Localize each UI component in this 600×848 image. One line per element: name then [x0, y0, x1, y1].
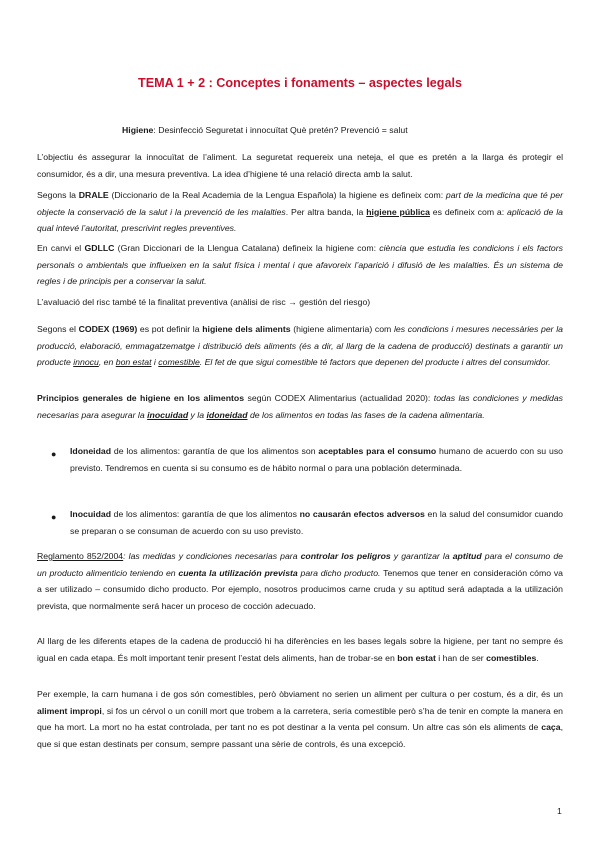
- paragraph-gdllc: [37, 240, 563, 290]
- bullet-idoneidad: [70, 443, 563, 476]
- paragraph-avaluacio: L’avaluació del risc també té la finalitat preventiva (anàlisi de risc → gestión del riesgo): [37, 297, 371, 307]
- principios-heading: Principios generales de higiene en los alimentos: [37, 393, 245, 403]
- codex-term: CODEX (1969): [78, 324, 138, 334]
- text-span: , en: [98, 357, 116, 367]
- text-span: Segons la: [37, 190, 79, 200]
- bullet-inocuidad: [70, 506, 563, 539]
- text-span: .: [536, 652, 539, 663]
- paragraph-exemple: [37, 686, 563, 752]
- text-span-bold: comestibles: [486, 652, 537, 663]
- text-span-bold: controlar los peligros: [300, 551, 391, 561]
- higiene-publica-term: higiene pública: [366, 206, 430, 217]
- subtitle: [122, 125, 408, 135]
- bullet-dot: ●: [51, 512, 57, 522]
- paragraph-codex: [37, 321, 563, 371]
- paragraph-reglamento: [37, 548, 563, 614]
- text-span: i: [151, 357, 159, 367]
- subtitle-text: : Desinfecció Seguretat i innocuïtat Què pretén? Prevenció = salut: [153, 125, 408, 135]
- text-span: , si fos un cérvol o un conill mort que trobem a la carretera, seria comestible però s’ha de tenir en compte la manera en que ha mort. La mort no ha estat controlada, per tant no es pot destinar a la venta pel consum. Un altre cas són els aliments de: [37, 705, 563, 732]
- text-span: Tenemos que tener en consideración cómo va a ser utilizado – consumido dicho producto. Por ejemplo, nosotros producimos carne cruda y su aptitud será adaptada a la utilización prevista, que normalmente será hacer un proceso de cocción adecuado.: [37, 567, 563, 611]
- text-span: , que si que estan destinats per consum, sempre passant una sèrie de controls, és una excepció.: [37, 722, 563, 749]
- text-span: humano de acuerdo con su uso previsto. Tendremos en cuenta si su consumo es de hábito normal o para una población determinada.: [70, 446, 563, 473]
- text-span-bold: caça: [541, 722, 561, 732]
- text-span: de los alimentos en todas las fases de la cadena alimentaria.: [247, 409, 485, 420]
- gdllc-term: GDLLC: [84, 243, 115, 253]
- text-span: es pot definir la: [137, 324, 203, 334]
- paragraph-cadena: [37, 633, 563, 666]
- text-span: (Diccionario de la Real Academia de la Lengua Española) la higiene es defineix com:: [108, 190, 446, 200]
- page-number: 1: [557, 806, 562, 816]
- drale-definition: part de la medicina que té per objecte la conservació de la salut i la prevenció de les malalties: [37, 190, 563, 217]
- text-span: en la salud del consumidor cuando se preparan o se consuman de acuerdo con su uso previsto.: [70, 509, 563, 536]
- text-span: . El fet de que sigui comestible té factors que depenen del producte i altres del consumidor.: [199, 357, 551, 367]
- text-span-bold: bon estat: [397, 652, 436, 663]
- subtitle-label: Higiene: [122, 125, 154, 135]
- text-span: Segons el: [37, 324, 79, 334]
- idoneidad-term: idoneidad: [206, 409, 248, 420]
- reglamento-reference: Reglamento 852/2004: [37, 551, 124, 561]
- higiene-aliments-term: higiene dels aliments: [202, 324, 291, 334]
- text-span: (Gran Diccionari de la Llengua Catalana) defineix la higiene com:: [114, 243, 380, 253]
- text-span: de los alimentos: garantía de que los alimentos son: [111, 446, 319, 456]
- text-span: Per exemple, la carn humana i de gos són comestibles, però òbviament no serien un aliment per cultura o per costum, és a dir, és un: [37, 689, 563, 699]
- text-span: según CODEX Alimentarius (actualidad 2020):: [244, 393, 434, 403]
- text-span: para dicho producto.: [297, 567, 381, 578]
- innocu-term: innocu: [73, 357, 99, 367]
- gdllc-definition: ciència que estudia les condicions i els factors personals o ambientals que influeixen en la salut física i mental i que afavoreix l’aparició i difusió de les malalties. És un sistema de regles i de principis per a conservar la salut.: [37, 243, 563, 286]
- drale-term: DRALE: [78, 190, 109, 200]
- text-span: Al llarg de les diferents etapes de la cadena de producció hi ha diferències en les bases legals sobre la higiene, per tant no sempre és igual en cada etapa. És molt important tenir present l’estat dels aliments, han de trobar-se en: [37, 636, 563, 663]
- text-span: (higiene alimentaria) com: [290, 324, 394, 334]
- paragraph-principios: [37, 390, 563, 423]
- text-span: y garantizar la: [390, 551, 453, 561]
- text-span: es defineix com a:: [429, 206, 508, 217]
- text-span: . Per altra banda, la: [285, 206, 367, 217]
- text-span-bold: aceptables para el consumo: [318, 446, 437, 456]
- inocuidad-label: Inocuidad: [70, 509, 112, 519]
- text-span: : las medidas y condiciones necesarias para: [123, 551, 301, 561]
- text-span: En canvi el: [37, 243, 85, 253]
- principios-definition: todas las condiciones y medidas necesarias para asegurar la: [37, 393, 563, 420]
- text-span: para el consumo de un producto alimenticio teniendo en: [37, 551, 563, 578]
- bullet-dot: ●: [51, 449, 57, 459]
- inocuidad-term: inocuidad: [147, 409, 189, 420]
- comestible-term: comestible: [158, 357, 200, 367]
- higiene-publica-definition: aplicació de la qual intevé l’autoritat, prescrivint regles preventives.: [37, 206, 563, 233]
- idoneidad-label: Idoneidad: [70, 446, 112, 456]
- text-span-bold: cuenta la utilización prevista: [178, 567, 298, 578]
- text-span-bold: aptitud: [452, 551, 482, 561]
- text-span: de los alimentos: garantía de que los alimentos: [111, 509, 300, 519]
- text-span: i han de ser: [435, 652, 487, 663]
- paragraph-objectiu: L’objectiu és assegurar la innocuïtat de l’aliment. La seguretat requereix una neteja, el que es pretén a la llarga és protegir el consumidor, és a dir, una mesura preventiva. La idea d’higiene té una relació directa amb la salut.: [37, 152, 563, 179]
- bon-estat-term: bon estat: [115, 357, 152, 367]
- page-title: TEMA 1 + 2 : Conceptes i fonaments – aspectes legals: [138, 76, 462, 90]
- text-span-bold: aliment impropi: [37, 705, 102, 716]
- text-span-bold: no causarán efectos adversos: [299, 509, 425, 519]
- codex-definition: les condicions i mesures necessàries per la producció, elaboració, emmagatzematge i distribució dels aliments (és a dir, al llarg de la cadena de producció) destinats a garantir un producte: [37, 324, 563, 367]
- text-span: y la: [188, 409, 207, 420]
- paragraph-drale: [37, 187, 563, 237]
